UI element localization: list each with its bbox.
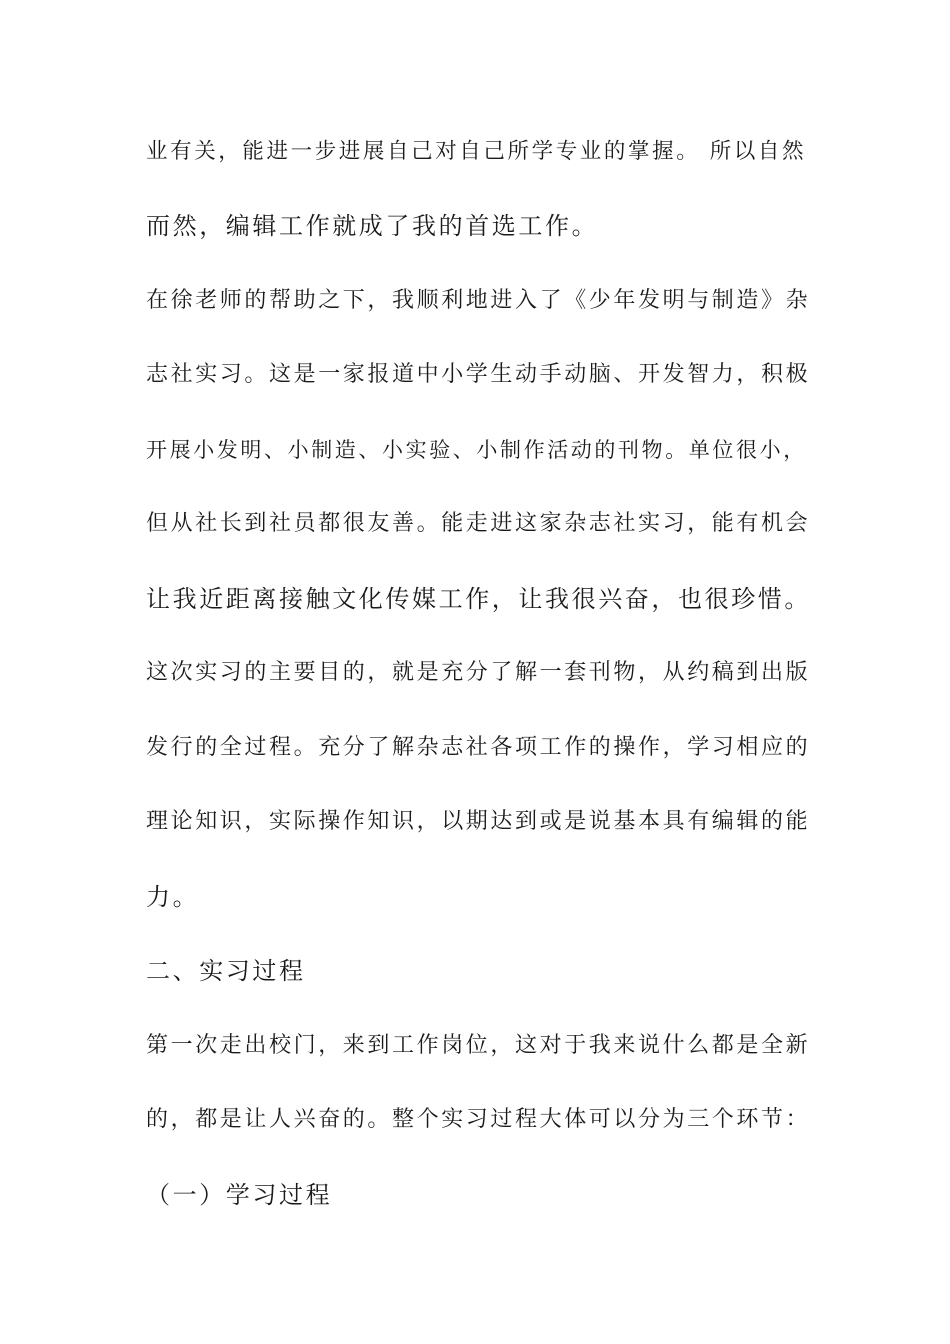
text-line-13: 第一次走出校门，来到工作岗位，这对于我来说什么都是全新: [146, 1033, 811, 1058]
text-line-3: 在徐老师的帮助之下，我顺利地进入了《少年发明与制造》杂: [146, 288, 811, 313]
section-heading: 二、实习过程: [146, 957, 306, 985]
text-line-9: 发行的全过程。充分了解杂志社各项工作的操作，学习相应的: [146, 735, 811, 760]
subsection-heading: （一）学习过程: [146, 1181, 333, 1209]
text-line-10: 理论知识，实际操作知识，以期达到或是说基本具有编辑的能: [146, 809, 811, 834]
text-line-14: 的，都是让人兴奋的。整个实习过程大体可以分为三个环节：: [146, 1107, 811, 1132]
text-line-11: 力。: [146, 883, 200, 911]
text-line-5: 开展小发明、小制造、小实验、小制作活动的刊物。单位很小，: [146, 438, 807, 462]
text-line-7: 让我近距离接触文化传媒工作，让我很兴奋，也很珍惜。: [146, 585, 811, 613]
text-line-4: 志社实习。这是一家报道中小学生动手动脑、开发智力，积极: [146, 362, 811, 387]
text-line-2: 而然，编辑工作就成了我的首选工作。: [146, 212, 599, 240]
text-line-8: 这次实习的主要目的，就是充分了解一套刊物，从约稿到出版: [146, 660, 811, 685]
text-line-1: 业有关，能进一步进展自己对自己所学专业的掌握。 所以自然: [146, 139, 807, 164]
text-line-6: 但从社长到社员都很友善。能走进这家杂志社实习，能有机会: [146, 511, 811, 536]
